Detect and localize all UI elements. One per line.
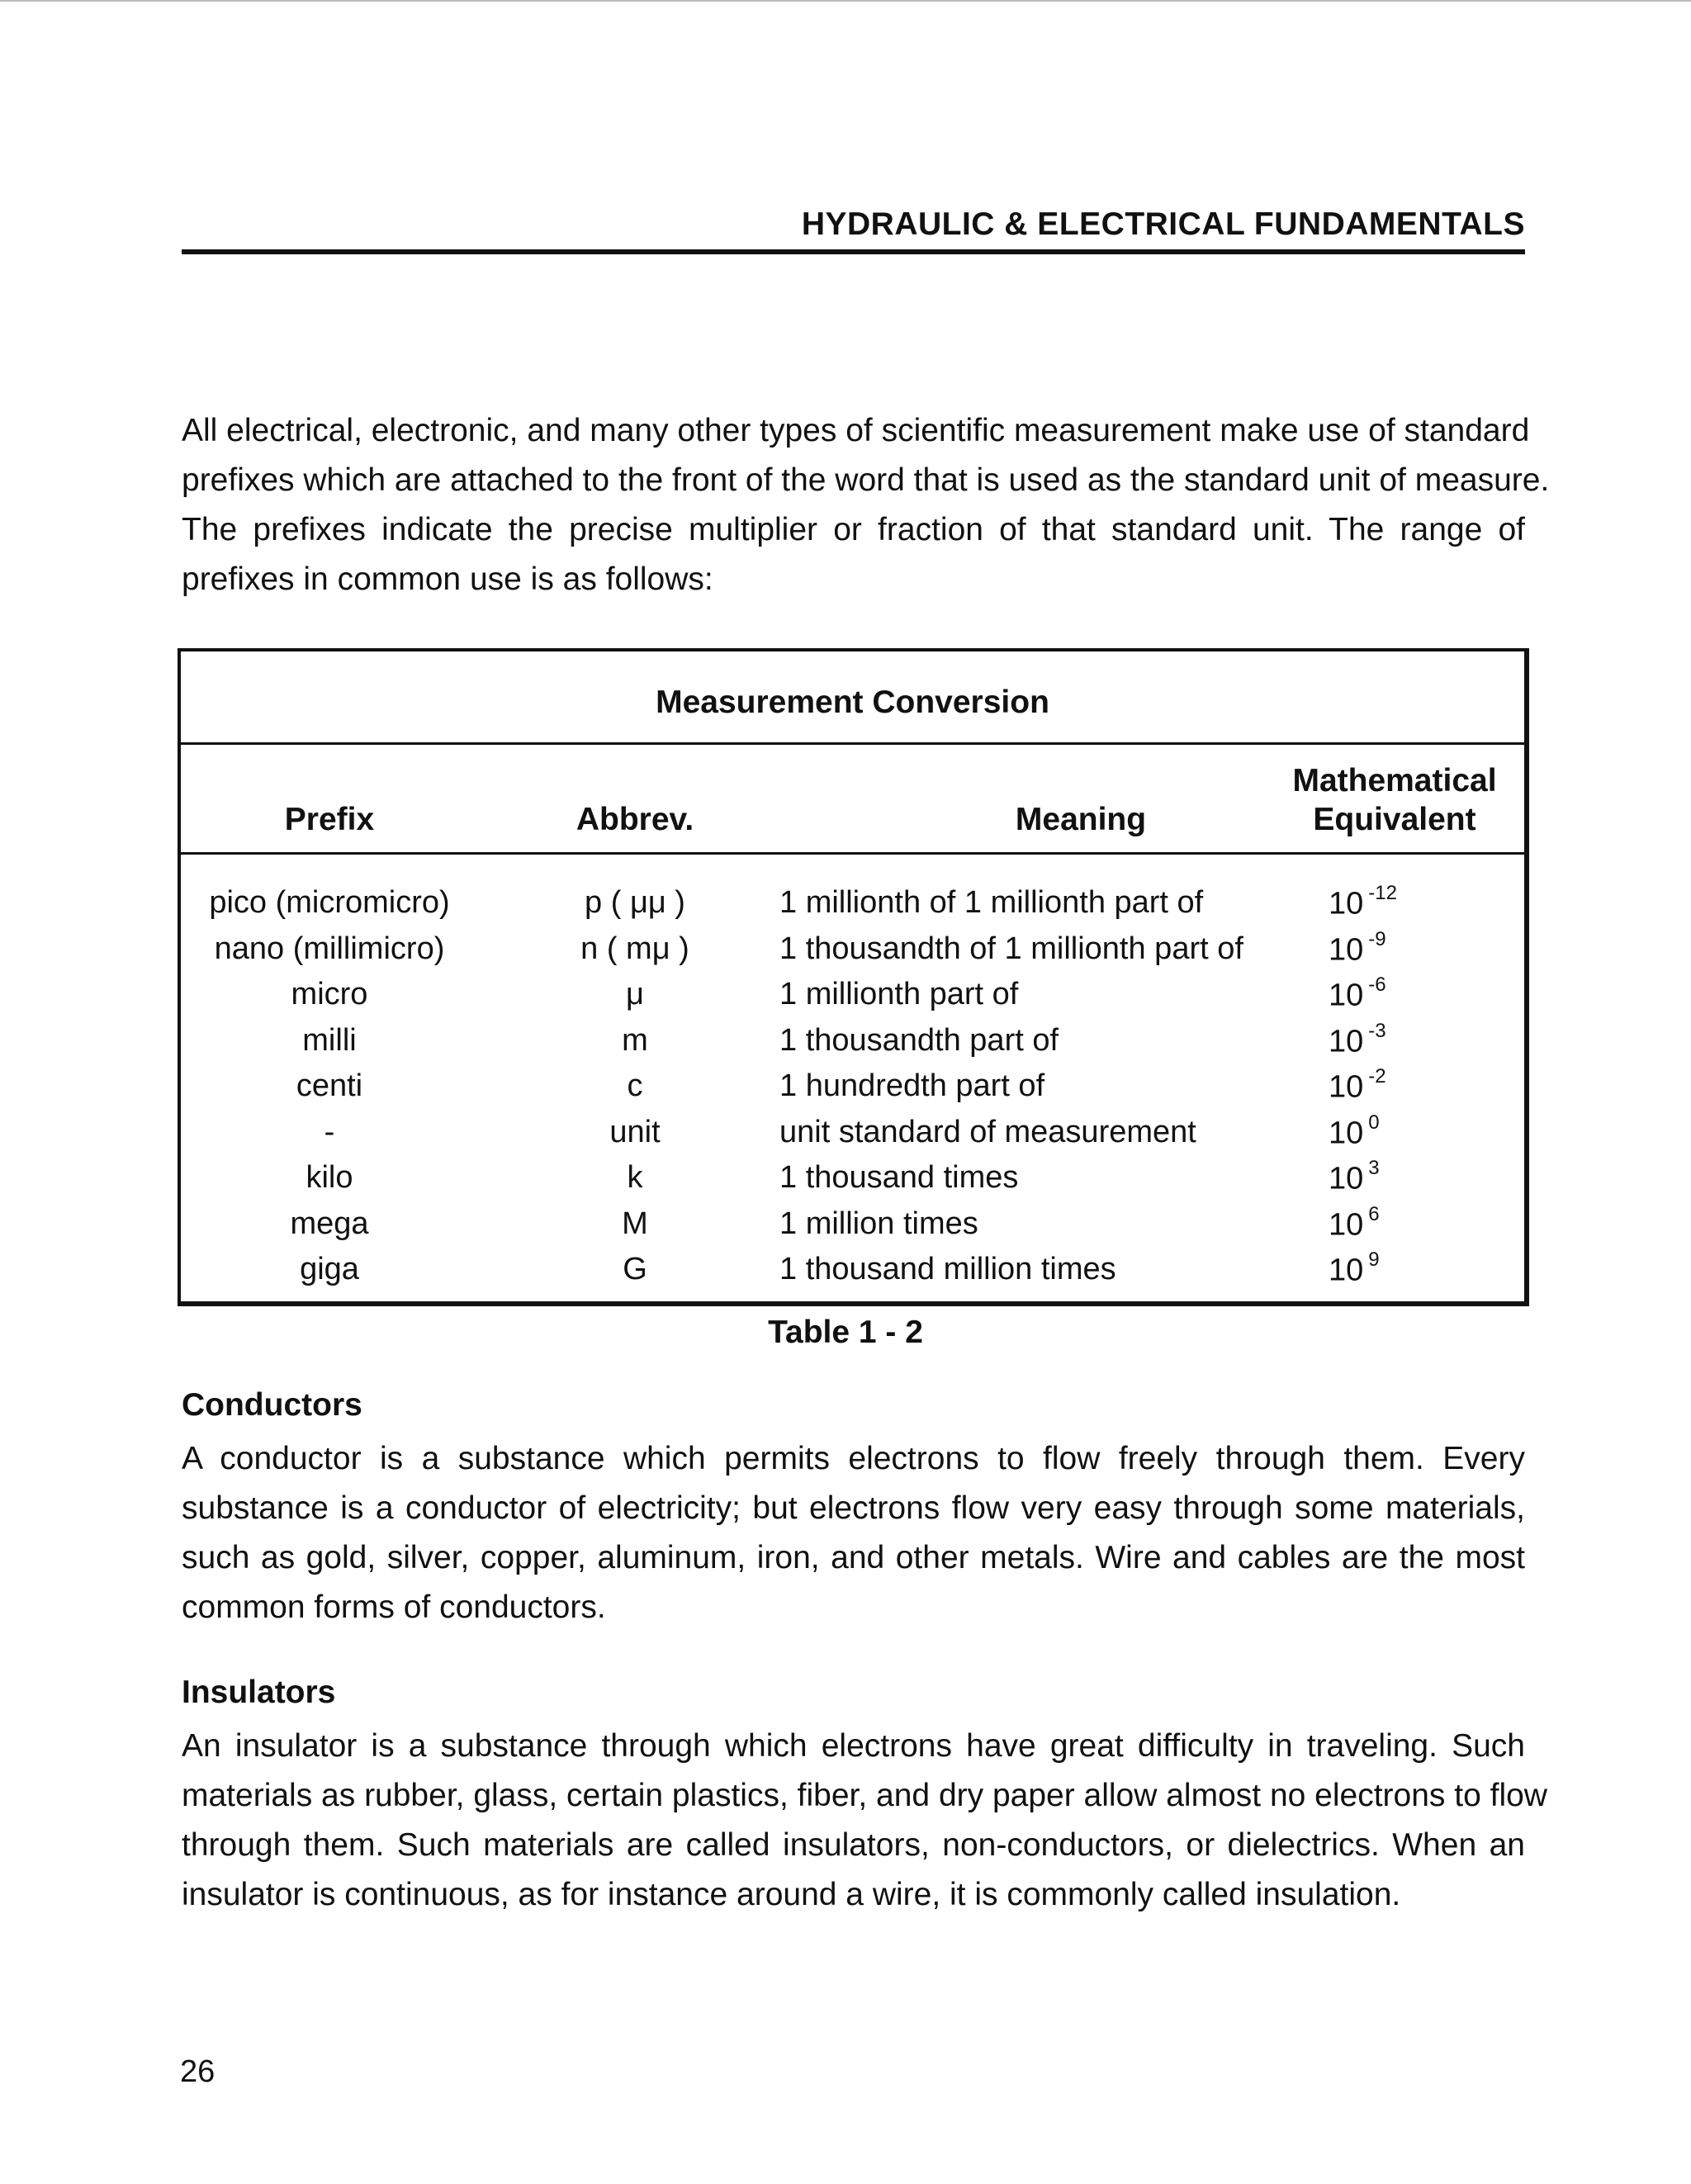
math-base: 10 (1329, 1253, 1364, 1288)
cell-abbrev: k (627, 1160, 643, 1195)
table-row (181, 928, 1524, 978)
table-row (181, 974, 1524, 1023)
intro-paragraph (182, 406, 1550, 604)
conductors-line: A conductor is a substance which permits electrons to flow freely through them. Every (182, 1441, 1525, 1476)
header-abbrev: Abbrev. (576, 802, 694, 837)
cell-abbrev: G (623, 1252, 647, 1286)
math-exponent: 9 (1368, 1248, 1380, 1271)
table-rule (181, 852, 1524, 855)
math-exponent: -2 (1368, 1065, 1386, 1087)
math-base: 10 (1329, 1161, 1364, 1196)
math-base: 10 (1329, 978, 1364, 1013)
header-math-line1: Mathematical (1292, 763, 1497, 798)
intro-line: The prefixes indicate the precise multiplier or fraction of that standard unit. The range of (182, 512, 1525, 547)
cell-math (1329, 974, 1510, 1014)
math-base: 10 (1329, 1207, 1364, 1243)
table-row (181, 1157, 1524, 1206)
conductors-line: substance is a conductor of electricity; but electrons flow very easy through some materials, (182, 1490, 1525, 1526)
cell-math (1329, 1157, 1510, 1197)
cell-math (1329, 928, 1510, 969)
cell-abbrev: m (622, 1023, 648, 1058)
header-math-line2: Equivalent (1313, 802, 1476, 837)
page-top-edge (0, 0, 1691, 2)
conductors-heading: Conductors (182, 1387, 362, 1423)
conductors-line: such as gold, silver, copper, aluminum, iron, and other metals. Wire and cables are the most (182, 1540, 1525, 1575)
math-exponent: 0 (1368, 1111, 1380, 1134)
table-row (181, 1111, 1524, 1161)
cell-abbrev: M (622, 1206, 648, 1241)
cell-abbrev: c (627, 1068, 643, 1103)
cell-meaning: 1 thousand times (779, 1160, 1019, 1195)
cell-meaning: 1 thousand million times (779, 1252, 1116, 1286)
cell-math (1329, 882, 1510, 922)
insulators-line: materials as rubber, glass, certain plastics, fiber, and dry paper allow almost no electrons to flow (182, 1778, 1547, 1813)
intro-line: All electrical, electronic, and many other types of scientific measurement make use of standard (182, 413, 1530, 448)
table-caption: Table 1 - 2 (768, 1315, 923, 1350)
math-base: 10 (1329, 1024, 1364, 1059)
insulators-line: An insulator is a substance through which electrons have great difficulty in traveling. Such (182, 1728, 1525, 1764)
cell-abbrev: unit (609, 1115, 661, 1149)
cell-prefix: kilo (306, 1160, 353, 1195)
table-row (181, 1020, 1524, 1069)
header-math-equivalent (1279, 761, 1510, 839)
cell-meaning: 1 millionth part of (779, 977, 1019, 1011)
conductors-line: common forms of conductors. (182, 1589, 606, 1625)
cell-abbrev: n ( mμ ) (580, 931, 689, 966)
intro-line: prefixes in common use is as follows: (182, 561, 713, 597)
cell-meaning: 1 thousandth of 1 millionth part of (779, 931, 1243, 966)
cell-math (1329, 1065, 1510, 1106)
cell-abbrev: μ (626, 977, 644, 1011)
math-base: 10 (1329, 1069, 1364, 1105)
table-row (181, 1065, 1524, 1115)
math-base: 10 (1329, 1116, 1364, 1151)
cell-meaning: 1 thousandth part of (779, 1023, 1059, 1058)
measurement-conversion-table (178, 648, 1529, 1306)
insulators-heading: Insulators (182, 1675, 336, 1710)
cell-abbrev: p ( μμ ) (585, 885, 685, 920)
intro-line: prefixes which are attached to the front of the word that is used as the standard unit of measure. (182, 462, 1550, 498)
conductors-paragraph (182, 1434, 1525, 1632)
insulators-line: insulator is continuous, as for instance around a wire, it is commonly called insulation. (182, 1877, 1401, 1912)
insulators-line: through them. Such materials are called insulators, non-conductors, or dielectrics. When an (182, 1827, 1525, 1863)
header-prefix: Prefix (284, 802, 375, 837)
table-row (181, 882, 1524, 931)
cell-math (1329, 1203, 1510, 1244)
insulators-paragraph (182, 1722, 1547, 1920)
header-meaning: Meaning (1015, 802, 1147, 837)
header-rule (182, 249, 1525, 254)
cell-prefix: mega (290, 1206, 369, 1241)
cell-meaning: 1 millionth of 1 millionth part of (779, 885, 1204, 920)
cell-prefix: giga (300, 1252, 359, 1286)
cell-math (1329, 1111, 1510, 1152)
cell-prefix: micro (291, 977, 368, 1011)
cell-prefix: nano (millimicro) (214, 931, 445, 966)
cell-meaning: 1 hundredth part of (779, 1068, 1045, 1103)
cell-math (1329, 1020, 1510, 1060)
math-exponent: -6 (1368, 974, 1386, 996)
cell-meaning: unit standard of measurement (779, 1115, 1196, 1149)
cell-prefix: pico (micromicro) (209, 885, 450, 920)
table-row (181, 1248, 1524, 1298)
running-header: HYDRAULIC & ELECTRICAL FUNDAMENTALS (801, 206, 1525, 242)
math-exponent: -9 (1368, 928, 1386, 950)
page-number: 26 (180, 2054, 216, 2089)
cell-prefix: - (324, 1115, 335, 1149)
math-exponent: -12 (1368, 882, 1397, 904)
math-base: 10 (1329, 932, 1364, 968)
cell-meaning: 1 million times (779, 1206, 978, 1241)
cell-prefix: milli (302, 1023, 357, 1058)
math-exponent: 3 (1368, 1157, 1380, 1179)
math-exponent: -3 (1368, 1020, 1386, 1042)
cell-math (1329, 1248, 1510, 1289)
cell-prefix: centi (296, 1068, 363, 1103)
table-row (181, 1203, 1524, 1253)
table-title: Measurement Conversion (656, 685, 1049, 720)
math-base: 10 (1329, 886, 1364, 921)
math-exponent: 6 (1368, 1203, 1380, 1225)
table-rule (181, 742, 1524, 745)
